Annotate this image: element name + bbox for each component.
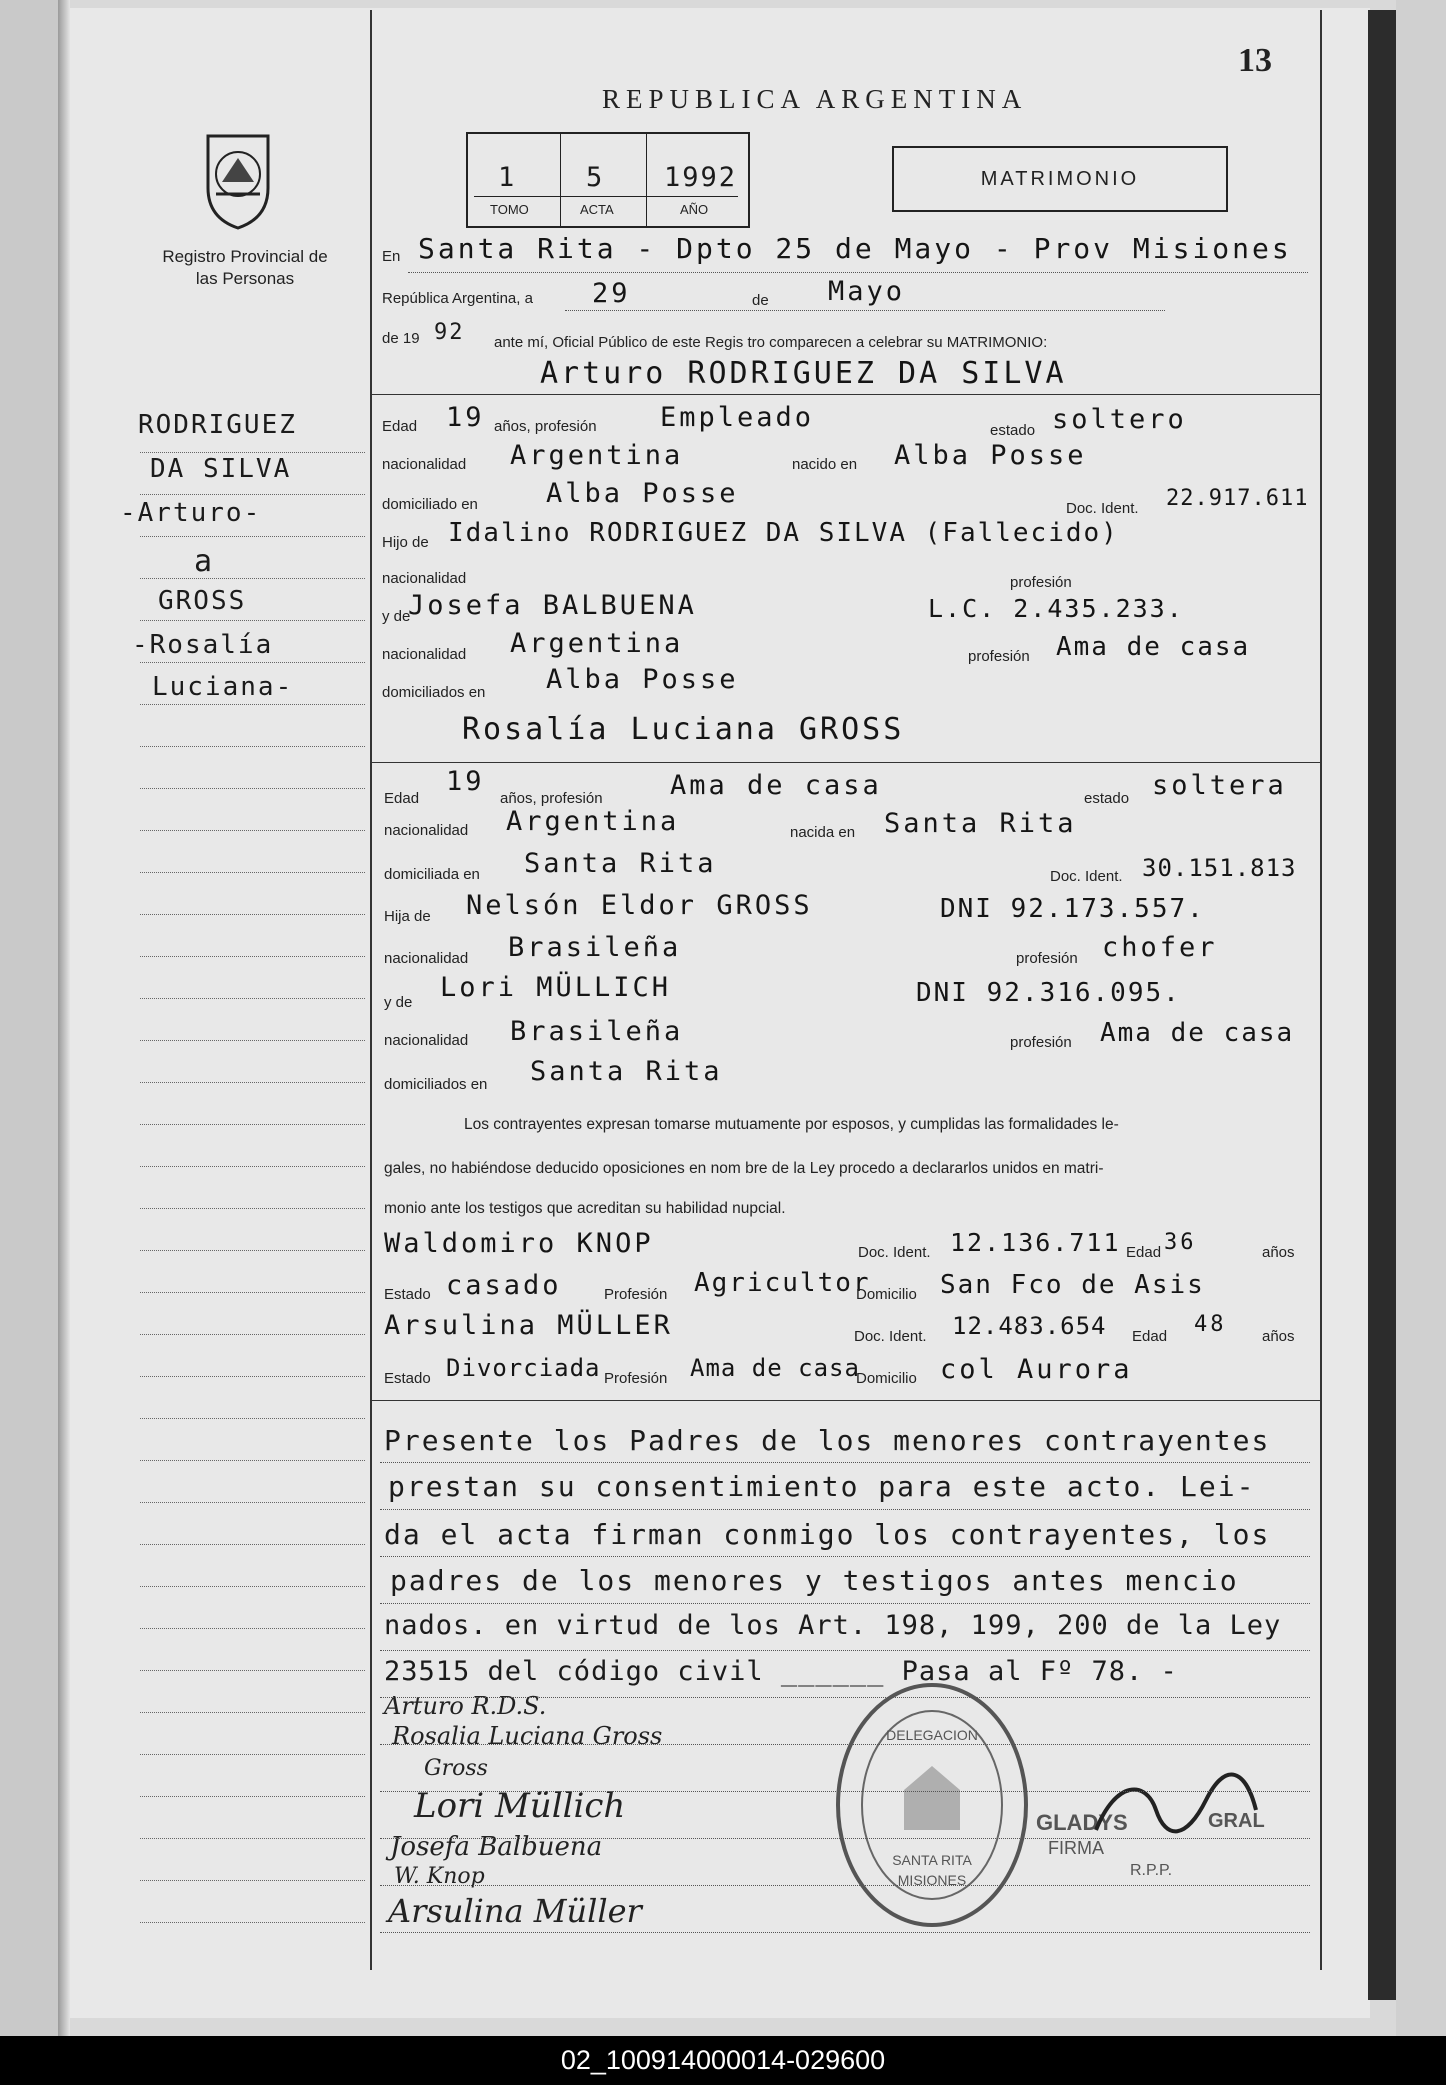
official-stamp-text: R.P.P. — [1130, 1862, 1173, 1879]
groom-doc-label: Doc. Ident. — [1066, 500, 1139, 517]
notes-rule — [380, 1838, 1310, 1839]
witness-1-domicilio-label: Domicilio — [856, 1286, 917, 1303]
ano-label: AÑO — [680, 202, 709, 217]
groom-profesion: Empleado — [660, 402, 815, 433]
bride-padre-prof-label: profesión — [1016, 950, 1078, 967]
margin-rule — [140, 1334, 365, 1335]
witness-2-anos-label: años — [1262, 1328, 1295, 1345]
official-stamp-text: GLADYS — [1036, 1810, 1128, 1835]
bride-profesion: Ama de casa — [670, 770, 882, 801]
note-line: Presente los Padres de los menores contrayentes — [384, 1424, 1271, 1457]
acta-value: 5 — [586, 162, 605, 193]
groom-nacido-label: nacido en — [792, 456, 858, 473]
margin-rule — [140, 1292, 365, 1293]
bride-nac-label: nacionalidad — [384, 822, 469, 839]
acta-label: ACTA — [580, 202, 614, 217]
official-stamp — [1036, 1780, 1276, 1890]
witness-2-doc: 12.483.654 — [952, 1312, 1107, 1340]
groom-nacido: Alba Posse — [894, 440, 1087, 471]
margin-rule — [140, 536, 365, 537]
margin-rule — [140, 1670, 365, 1671]
notes-rule — [380, 1885, 1310, 1886]
groom-nacionalidad: Argentina — [510, 440, 684, 471]
bride-madre-label: y de — [384, 994, 413, 1011]
margin-rule — [140, 1712, 365, 1713]
margin-line: RODRIGUEZ — [138, 410, 297, 440]
declaration-line: monio ante los testigos que acreditan su habilidad nupcial. — [384, 1200, 786, 1217]
groom-padre: Idalino RODRIGUEZ DA SILVA (Fallecido) — [448, 518, 1119, 548]
bride-doc: 30.151.813 — [1142, 854, 1297, 882]
signature: Rosalia Luciana Gross — [392, 1722, 663, 1750]
witness-1-edad-label: Edad — [1126, 1244, 1162, 1261]
bride-name: Rosalía Luciana GROSS — [462, 712, 905, 747]
record-type-box — [892, 146, 1228, 212]
groom-estado: soltero — [1052, 404, 1187, 435]
bride-madre-prof: Ama de casa — [1100, 1018, 1295, 1048]
margin-rule — [140, 1502, 365, 1503]
margin-rule — [140, 1586, 365, 1587]
de-label: de — [752, 292, 769, 309]
groom-madre-nac-label: nacionalidad — [382, 646, 467, 663]
left-page-edge — [0, 0, 62, 2036]
notes-rule — [380, 1744, 1310, 1745]
registry-name: Registro Provincial de las Personas — [162, 247, 328, 288]
bride-padre: Nelsón Eldor GROSS — [466, 890, 813, 921]
margin-rule — [140, 1082, 365, 1083]
page-number: 13 — [1238, 42, 1272, 79]
witness-1-doc-label: Doc. Ident. — [858, 1244, 931, 1261]
groom-nac-label: nacionalidad — [382, 456, 467, 473]
notes-rule — [380, 1650, 1310, 1651]
witness-2-estado-label: Estado — [384, 1370, 431, 1387]
tomo-label: TOMO — [490, 202, 529, 217]
groom-madre-label: y de — [382, 608, 411, 625]
margin-rule — [140, 1628, 365, 1629]
bride-domicilio: Santa Rita — [524, 848, 717, 879]
bride-padre-prof: chofer — [1102, 932, 1218, 963]
bride-profesion-label: años, profesión — [500, 790, 603, 807]
margin-rule — [140, 620, 365, 621]
bride-padre-nac: Brasileña — [508, 932, 682, 963]
margin-rule — [140, 452, 365, 453]
officer-text: ante mí, Oficial Público de este Regis tro comparecen a celebrar su MATRIMONIO: — [494, 334, 1048, 351]
notes-rule — [380, 1697, 1310, 1698]
margin-column — [135, 10, 372, 1970]
notes-rule — [380, 1556, 1310, 1557]
margin-rule — [140, 1418, 365, 1419]
margin-line: DA SILVA — [150, 454, 292, 484]
notes-rule — [380, 1791, 1310, 1792]
margin-rule — [140, 830, 365, 831]
provincial-seal — [198, 128, 278, 232]
official-stamp-text: GRAL — [1208, 1810, 1265, 1832]
notes-rule — [380, 1603, 1310, 1604]
reference-box — [466, 132, 750, 228]
margin-rule — [140, 1250, 365, 1251]
note-line: nados. en virtud de los Art. 198, 199, 200 de la Ley — [384, 1610, 1282, 1641]
stamp-text: MISIONES — [897, 1872, 967, 1888]
witness-2-domicilio-label: Domicilio — [856, 1370, 917, 1387]
witness-1-anos-label: años — [1262, 1244, 1295, 1261]
margin-rule — [140, 1922, 365, 1923]
groom-edad-label: Edad — [382, 418, 418, 435]
groom-padres-dom: Alba Posse — [546, 664, 739, 695]
margin-rule — [140, 998, 365, 999]
margin-line: -Rosalía — [132, 630, 274, 660]
place: Santa Rita - Dpto 25 de Mayo - Prov Misiones — [418, 232, 1292, 265]
witness-1-estado: casado — [446, 1270, 562, 1301]
notes-rule — [380, 1932, 1310, 1933]
witness-2-domicilio: col Aurora — [940, 1354, 1133, 1385]
note-line: prestan su consentimiento para este acto. Lei- — [388, 1470, 1256, 1503]
groom-padre-nac-label: nacionalidad — [382, 570, 467, 587]
witness-2-estado: Divorciada — [446, 1354, 601, 1382]
margin-rule — [140, 1544, 365, 1545]
witness-2-profesion-label: Profesión — [604, 1370, 668, 1387]
margin-rule — [140, 788, 365, 789]
official-stamp-text: FIRMA — [1048, 1838, 1104, 1858]
republic-label: República Argentina, a — [382, 290, 533, 307]
note-line: da el acta firman conmigo los contrayentes, los — [384, 1518, 1271, 1551]
bride-padres-dom: Santa Rita — [530, 1056, 723, 1087]
groom-madre-prof: Ama de casa — [1056, 632, 1251, 662]
bride-padre-doc: DNI 92.173.557. — [940, 894, 1205, 924]
notes-rule — [380, 1509, 1310, 1510]
witness-2-profesion: Ama de casa — [690, 1354, 860, 1382]
groom-doc: 22.917.611 — [1166, 486, 1309, 511]
stamp-text: DELEGACION — [886, 1727, 978, 1743]
groom-madre-doc: L.C. 2.435.233. — [928, 594, 1184, 623]
bride-madre: Lori MÜLLICH — [440, 972, 672, 1003]
bride-edad: 19 — [446, 766, 485, 797]
margin-rule — [140, 1796, 365, 1797]
margin-rule — [140, 1460, 365, 1461]
signature: Lori Müllich — [414, 1786, 626, 1826]
groom-madre: Josefa BALBUENA — [408, 590, 697, 621]
margin-rule — [140, 1124, 365, 1125]
witness-1-profesion-label: Profesión — [604, 1286, 668, 1303]
margin-rule — [140, 1040, 365, 1041]
margin-rule — [140, 662, 365, 663]
declaration-line: Los contrayentes expresan tomarse mutuamente por esposos, y cumplidas las formalidades le- — [464, 1116, 1119, 1133]
margin-rule — [140, 956, 365, 957]
en-label: En — [382, 248, 401, 265]
signature: Arsulina Müller — [388, 1892, 642, 1930]
groom-profesion-label: años, profesión — [494, 418, 597, 435]
witness-1-edad: 36 — [1164, 1230, 1197, 1255]
witness-2-edad-label: Edad — [1132, 1328, 1168, 1345]
margin-rule — [140, 1208, 365, 1209]
groom-domicilio: Alba Posse — [546, 478, 739, 509]
tomo-value: 1 — [498, 162, 517, 193]
bride-dom-label: domiciliada en — [384, 866, 480, 883]
bride-nacida: Santa Rita — [884, 808, 1077, 839]
groom-name: Arturo RODRIGUEZ DA SILVA — [540, 356, 1067, 391]
bride-madre-prof-label: profesión — [1010, 1034, 1072, 1051]
bride-madre-nac-label: nacionalidad — [384, 1032, 469, 1049]
witness-1-name: Waldomiro KNOP — [384, 1228, 654, 1259]
bride-madre-doc: DNI 92.316.095. — [916, 978, 1181, 1008]
bride-nacionalidad: Argentina — [506, 806, 680, 837]
margin-rule — [140, 1880, 365, 1881]
declaration-line: gales, no habiéndose deducido oposiciones en nom bre de la Ley procedo a declararlos unidos en matri- — [384, 1160, 1104, 1177]
margin-rule — [140, 872, 365, 873]
bride-madre-nac: Brasileña — [510, 1016, 684, 1047]
groom-estado-label: estado — [990, 422, 1036, 439]
book-gutter — [58, 0, 70, 2036]
right-background — [1396, 0, 1446, 2036]
groom-dom-label: domiciliado en — [382, 496, 478, 513]
margin-line: Luciana- — [152, 672, 294, 702]
stamp-text: SANTA RITA — [892, 1852, 972, 1868]
witness-2-doc-label: Doc. Ident. — [854, 1328, 927, 1345]
witness-2-name: Arsulina MÜLLER — [384, 1310, 673, 1341]
bride-estado: soltera — [1152, 770, 1287, 801]
notes-rule — [380, 1462, 1310, 1463]
ano-value: 1992 — [664, 162, 738, 193]
witness-1-domicilio: San Fco de Asis — [940, 1270, 1205, 1300]
year-prefix: de 19 — [382, 330, 420, 347]
footer-id: 02_100914000014-029600 — [0, 2036, 1446, 2085]
witness-1-estado-label: Estado — [384, 1286, 431, 1303]
groom-madre-nac: Argentina — [510, 628, 684, 659]
groom-madre-prof-label: profesión — [968, 648, 1030, 665]
bride-padre-nac-label: nacionalidad — [384, 950, 469, 967]
witness-2-edad: 48 — [1194, 1312, 1227, 1337]
groom-padre-prof-label: profesión — [1010, 574, 1072, 591]
bride-edad-label: Edad — [384, 790, 420, 807]
margin-rule — [140, 704, 365, 705]
signature: W. Knop — [394, 1864, 485, 1889]
margin-line: GROSS — [158, 586, 247, 616]
round-stamp — [832, 1680, 1032, 1930]
bride-estado-label: estado — [1084, 790, 1130, 807]
signature: Gross — [424, 1756, 488, 1781]
margin-rule — [140, 1376, 365, 1377]
country-title: REPUBLICA ARGENTINA — [602, 84, 1028, 114]
margin-rule — [140, 1166, 365, 1167]
margin-rule — [140, 914, 365, 915]
note-line: 23515 del código civil ______ Pasa al Fº 78. - — [384, 1656, 1178, 1687]
bride-padres-dom-label: domiciliados en — [384, 1076, 488, 1093]
record-type: MATRIMONIO — [980, 168, 1140, 190]
bride-nacida-label: nacida en — [790, 824, 856, 841]
year-suffix: 92 — [434, 320, 465, 345]
witness-1-profesion: Agricultor — [694, 1268, 871, 1298]
witness-1-doc: 12.136.711 — [950, 1228, 1121, 1257]
note-line: padres de los menores y testigos antes mencio — [390, 1564, 1239, 1597]
signature: Arturo R.D.S. — [384, 1692, 547, 1720]
day: 29 — [592, 278, 631, 309]
month: Mayo — [828, 276, 906, 307]
margin-rule — [140, 1754, 365, 1755]
signature: Josefa Balbuena — [390, 1832, 603, 1862]
binding-edge — [1368, 10, 1396, 2000]
margin-rule — [140, 746, 365, 747]
groom-hijo-label: Hijo de — [382, 534, 429, 551]
margin-rule — [140, 494, 365, 495]
margin-line: a — [194, 544, 215, 579]
margin-rule — [140, 1838, 365, 1839]
margin-line: -Arturo- — [120, 498, 262, 528]
margin-rule — [140, 578, 365, 579]
bride-doc-label: Doc. Ident. — [1050, 868, 1123, 885]
groom-edad: 19 — [446, 402, 485, 433]
groom-padres-dom-label: domiciliados en — [382, 684, 486, 701]
bride-hija-label: Hija de — [384, 908, 431, 925]
